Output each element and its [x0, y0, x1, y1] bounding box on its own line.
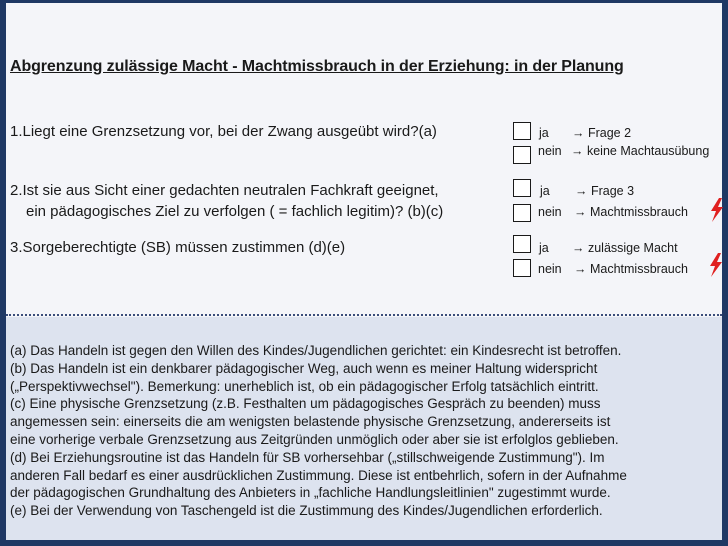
- dotted-divider: [6, 314, 722, 316]
- question-3-ja-result: → zulässige Macht: [572, 241, 678, 255]
- question-2-nein-checkbox[interactable]: [513, 204, 531, 222]
- question-1-nein-label: nein: [538, 144, 562, 158]
- question-1-text: 1.Liegt eine Grenzsetzung vor, bei der Zwang ausgeübt wird?(a): [10, 123, 437, 140]
- page-title: Abgrenzung zulässige Macht - Machtmissbrauch in der Erziehung: in der Planung: [10, 58, 624, 75]
- question-3-ja-checkbox[interactable]: [513, 235, 531, 253]
- note-line: (b) Das Handeln ist ein denkbarer pädagogischer Weg, auch wenn es meiner Haltung widerspricht: [10, 360, 598, 376]
- note-line: (e) Bei der Verwendung von Taschengeld ist die Zustimmung des Kindes/Jugendlichen erforderlich.: [10, 503, 603, 519]
- note-line: („Perspektivwechsel"). Bemerkung: unerheblich ist, ob ein pädagogischer Erfolg tatsächlich eintritt.: [10, 378, 599, 394]
- question-2-ja-label: ja: [540, 184, 550, 198]
- question-2-ja-checkbox[interactable]: [513, 179, 531, 197]
- lightning-bolt-icon: [709, 198, 725, 222]
- question-1-ja-checkbox[interactable]: [513, 122, 531, 140]
- note-line: der pädagogischen Grundhaltung des Anbieters in „fachliche Handlungsleitlinien" zugestimmt wurde.: [10, 485, 611, 501]
- note-line: (d) Bei Erziehungsroutine ist das Handeln für SB vorhersehbar („stillschweigende Zustimmung"). Im: [10, 449, 605, 465]
- note-line: eine vorherige verbale Grenzsetzung aus Zeitgründen unmöglich oder aber sie ist erfolglos geblieben.: [10, 431, 619, 447]
- note-line: (a) Das Handeln ist gegen den Willen des Kindes/Jugendlichen gerichtet: ein Kindesrecht ist betroffen.: [10, 343, 622, 358]
- note-line: anderen Fall bedarf es einer ausdrücklichen Zustimmung. Diese ist entbehrlich, sofern in der Aufnahme: [10, 467, 627, 483]
- question-3-ja-label: ja: [539, 241, 549, 255]
- question-3-nein-checkbox[interactable]: [513, 259, 531, 277]
- question-1-nein-checkbox[interactable]: [513, 146, 531, 164]
- question-2-ja-result: → Frage 3: [575, 184, 635, 198]
- note-line: (c) Eine physische Grenzsetzung (z.B. Festhalten um pädagogisches Gespräch zu beenden) muss: [10, 396, 601, 412]
- question-2-text-line-2: ein pädagogisches Ziel zu verfolgen ( = fachlich legitim)? (b)(c): [26, 203, 444, 220]
- question-3-nein-label: nein: [538, 262, 562, 276]
- question-1-ja-label: ja: [539, 126, 549, 140]
- footnotes: [10, 342, 718, 520]
- lightning-bolt-icon: [708, 253, 724, 277]
- question-3-text: 3.Sorgeberechtigte (SB) müssen zustimmen (d)(e): [10, 239, 346, 256]
- question-1-nein-result: → keine Machtausübung: [571, 144, 710, 158]
- question-2-nein-label: nein: [538, 205, 562, 219]
- note-line: angemessen sein: einerseits die am wenigsten belastende physische Grenzsetzung, andererseits ist: [10, 414, 611, 430]
- question-1-ja-result: → Frage 2: [572, 126, 632, 140]
- question-3-nein-result: → Machtmissbrauch: [574, 262, 688, 276]
- question-2-nein-result: → Machtmissbrauch: [574, 205, 688, 219]
- question-2-text-line-1: 2.Ist sie aus Sicht einer gedachten neutralen Fachkraft geeignet,: [10, 182, 439, 199]
